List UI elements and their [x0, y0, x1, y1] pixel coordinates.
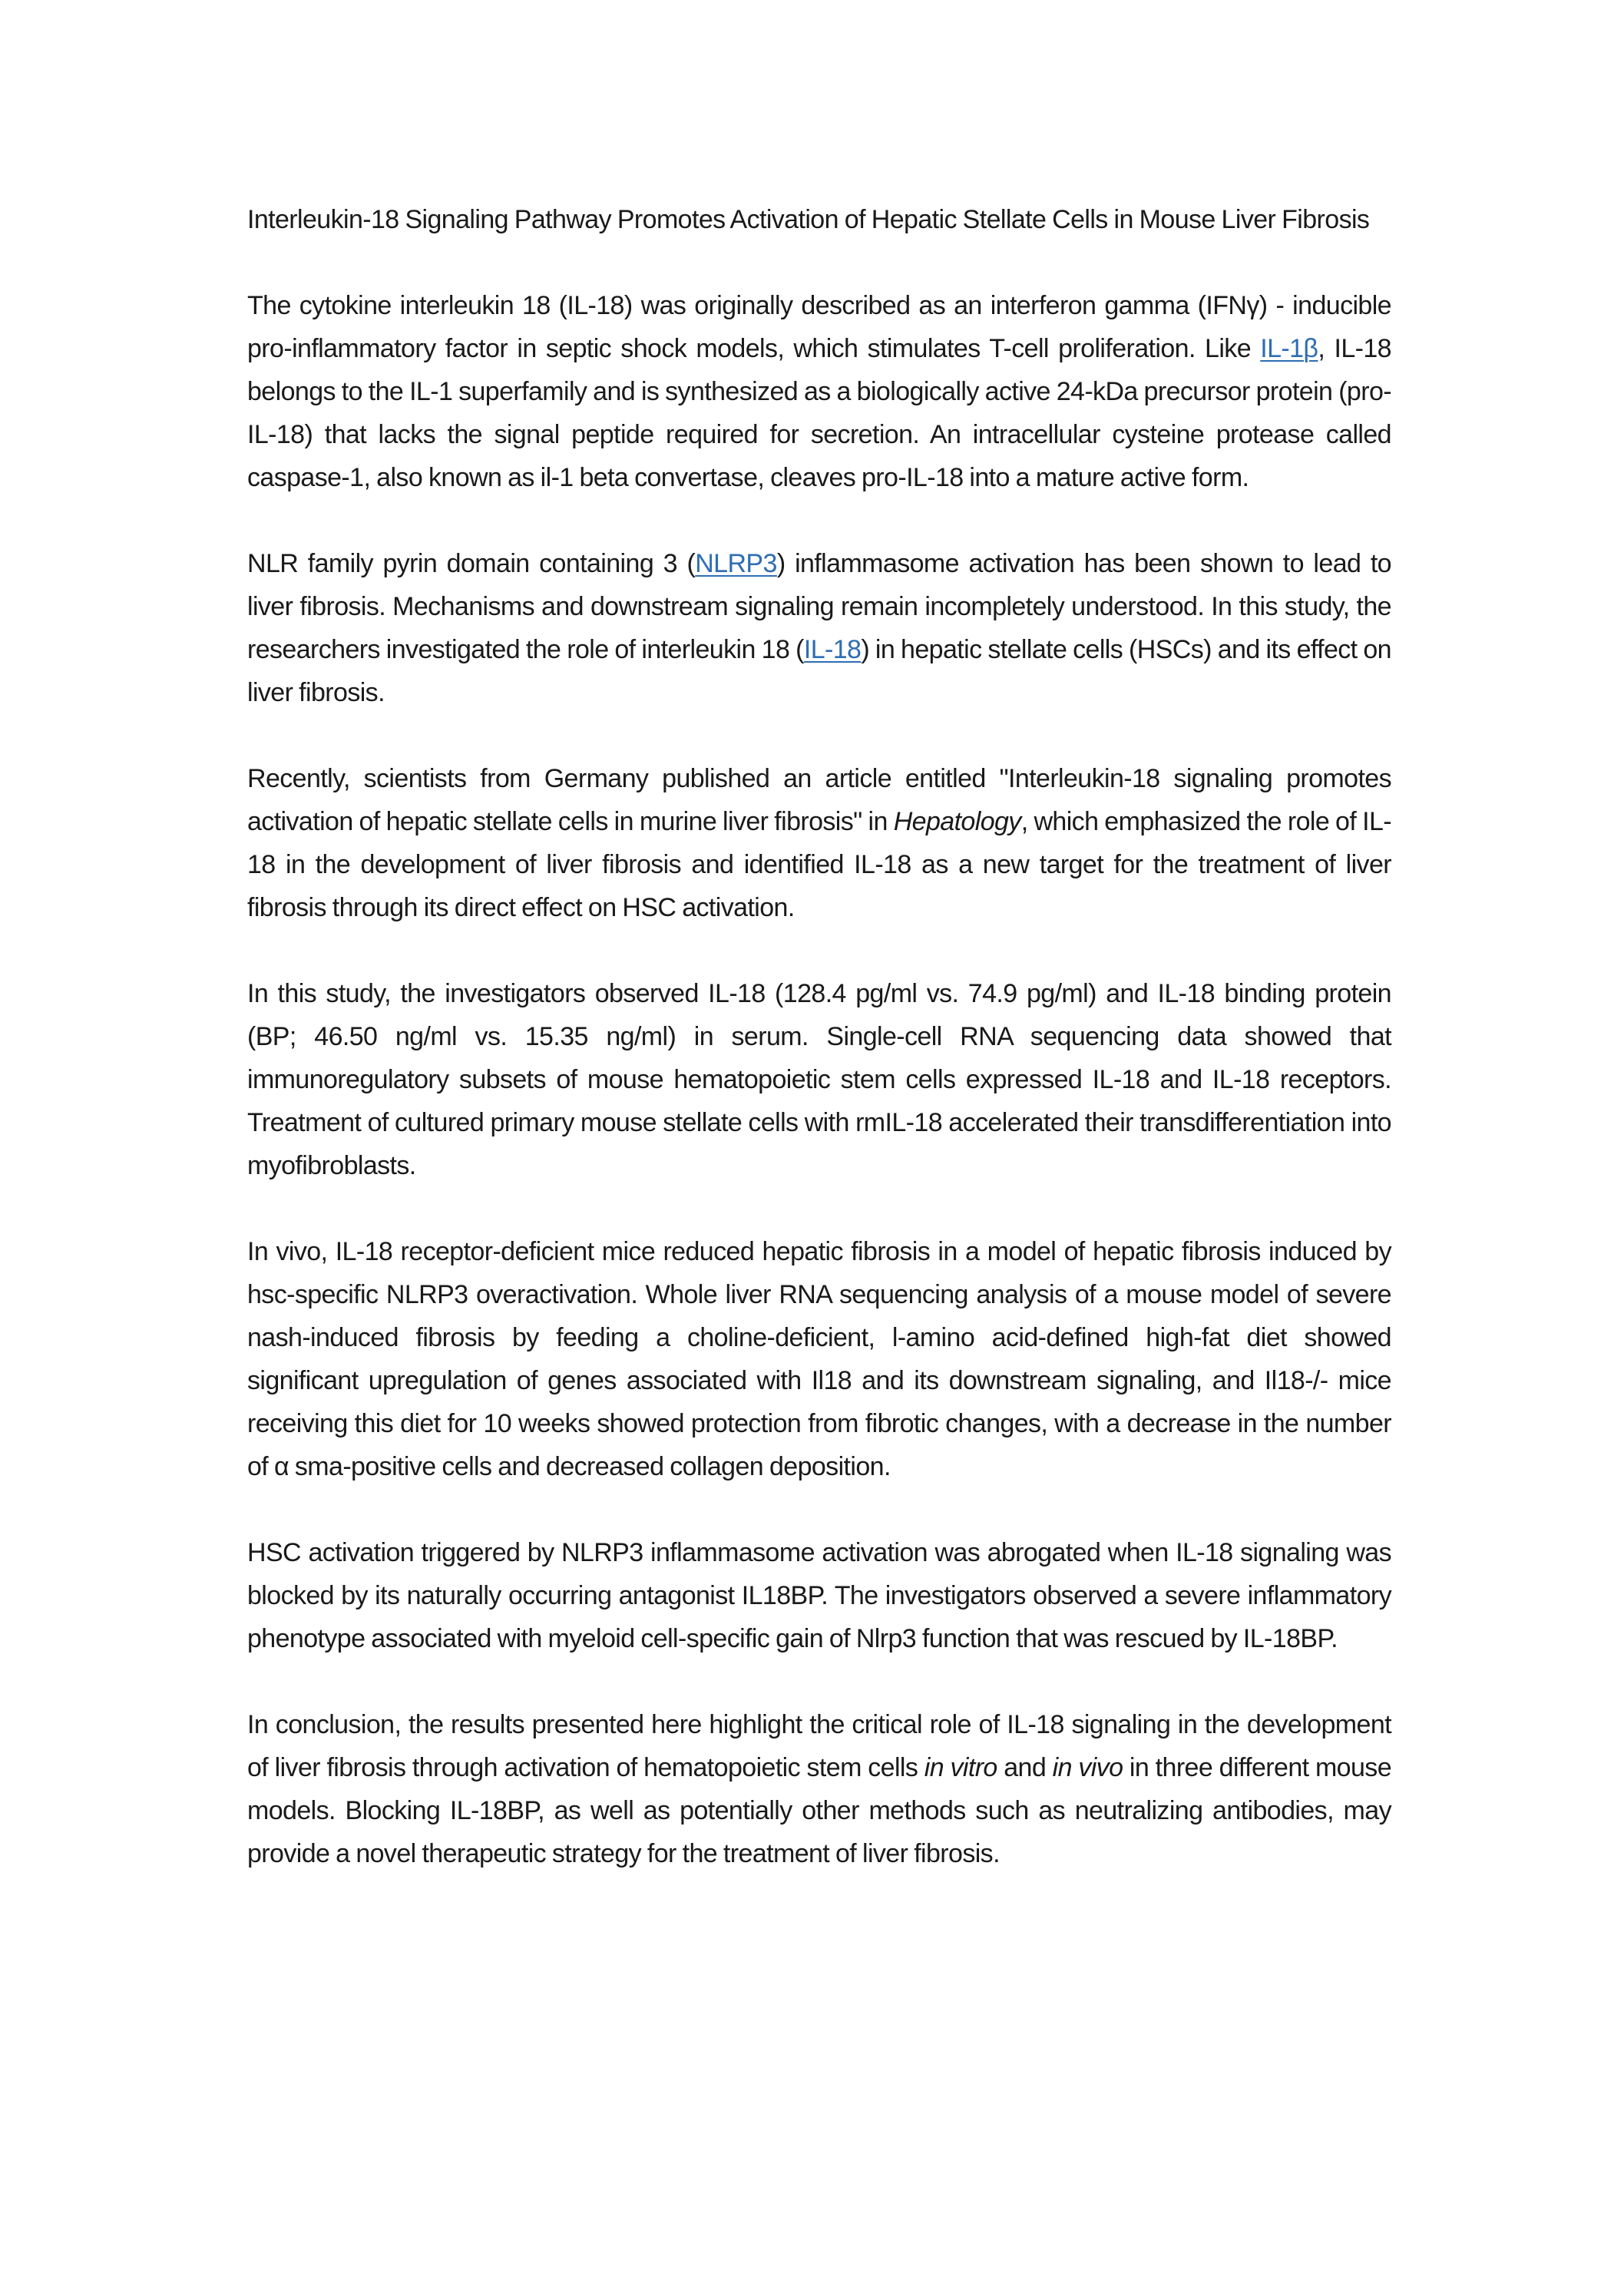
document-page	[247, 198, 1391, 1918]
link-il-1beta[interactable]: IL-1β	[1260, 334, 1318, 363]
paragraph-text: ) in hepatic stellate cells (HSCs) and its effect on liver fibrosis.	[247, 635, 1391, 707]
paragraph-text: The cytokine interleukin 18 (IL-18) was originally described as an interferon gamma (IFNγ) - inducible pro-inflammatory factor in septic shock models, which stimulates T-cell proliferation. Like	[247, 291, 1391, 363]
journal-name: Hepatology	[893, 807, 1021, 836]
link-nlrp3[interactable]: NLRP3	[695, 549, 777, 578]
paragraph-text: , which emphasized the role of IL-18 in the development of liver fibrosis and identified IL-18 as a new target for the treatment of liver fibrosis through its direct effect on HSC activation.	[247, 807, 1391, 922]
link-il-18[interactable]: IL-18	[803, 635, 862, 664]
italic-in-vitro: in vitro	[924, 1753, 997, 1782]
paragraph-publication	[247, 757, 1391, 929]
document-title: Interleukin-18 Signaling Pathway Promotes Activation of Hepatic Stellate Cells in Mouse Liver Fibrosis	[247, 205, 1370, 234]
paragraph-text: and	[997, 1753, 1053, 1782]
paragraph-hsc-activation: HSC activation triggered by NLRP3 inflammasome activation was abrogated when IL-18 signaling was blocked by its naturally occurring antagonist IL18BP. The investigators observed a severe inflammatory phenotype associated with myeloid cell-specific gain of Nlrp3 function that was rescued by IL-18BP.	[247, 1538, 1391, 1653]
italic-in-vivo: in vivo	[1052, 1753, 1123, 1782]
paragraph-text: ) inflammasome activation has been shown to lead to liver fibrosis. Mechanisms and downstream signaling remain incompletely understood. In this study, the researchers investigated the role of interleukin 18 (	[247, 549, 1391, 664]
paragraph-serum-findings: In this study, the investigators observed IL-18 (128.4 pg/ml vs. 74.9 pg/ml) and IL-18 binding protein (BP; 46.50 ng/ml vs. 15.35 ng/ml) in serum. Single-cell RNA sequencing data showed that immunoregulatory subsets of mouse hematopoietic stem cells expressed IL-18 and IL-18 receptors. Treatment of cultured primary mouse stellate cells with rmIL-18 accelerated their transdifferentiation into myofibroblasts.	[247, 979, 1391, 1180]
paragraph-text: in three different mouse models. Blocking IL-18BP, as well as potentially other methods such as neutralizing antibodies, may provide a novel therapeutic strategy for the treatment of liver fibrosis.	[247, 1753, 1392, 1868]
paragraph-intro-il18	[247, 284, 1391, 499]
paragraph-nlrp3	[247, 542, 1391, 714]
paragraph-text: In conclusion, the results presented here highlight the critical role of IL-18 signaling in the development of liver fibrosis through activation of hematopoietic stem cells	[247, 1710, 1391, 1782]
paragraph-text: , IL-18 belongs to the IL-1 superfamily and is synthesized as a biologically active 24-kDa precursor protein (pro-IL-18) that lacks the signal peptide required for secretion. An intracellular cysteine protease called caspase-1, also known as il-1 beta convertase, cleaves pro-IL-18 into a mature active form.	[247, 334, 1391, 492]
paragraph-in-vivo: In vivo, IL-18 receptor-deficient mice reduced hepatic fibrosis in a model of hepatic fibrosis induced by hsc-specific NLRP3 overactivation. Whole liver RNA sequencing analysis of a mouse model of severe nash-induced fibrosis by feeding a choline-deficient, l-amino acid-defined high-fat diet showed significant upregulation of genes associated with Il18 and its downstream signaling, and Il18-/- mice receiving this diet for 10 weeks showed protection from fibrotic changes, with a decrease in the number of α sma-positive cells and decreased collagen deposition.	[247, 1237, 1391, 1481]
paragraph-conclusion	[247, 1703, 1391, 1875]
paragraph-text: NLR family pyrin domain containing 3 (	[247, 549, 696, 578]
paragraph-text: Recently, scientists from Germany published an article entitled "Interleukin-18 signaling promotes activation of hepatic stellate cells in murine liver fibrosis" in	[247, 764, 1391, 836]
